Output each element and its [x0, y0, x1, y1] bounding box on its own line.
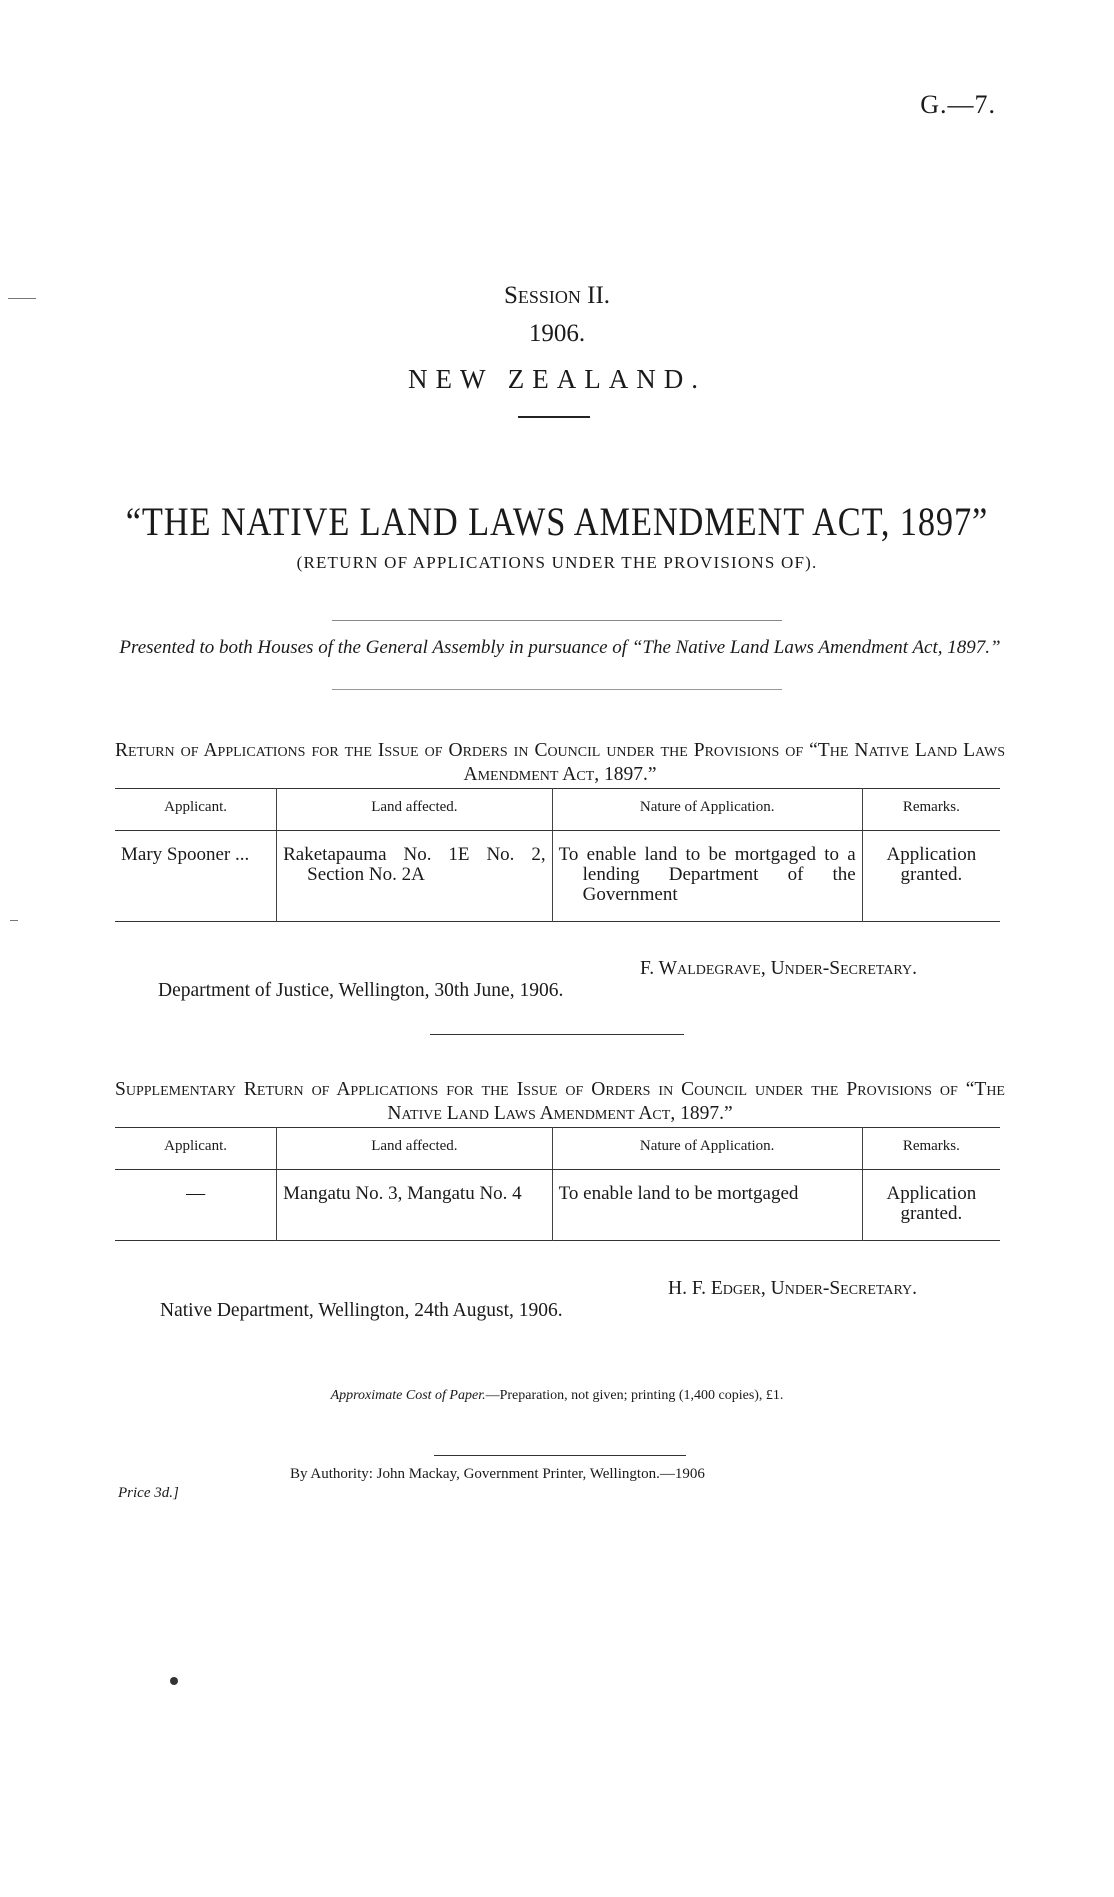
supplementary-caption: Supplementary Return of Applications for the Issue of Orders in Council under the Provisions of “The Native Land Laws Amendment Act, 1897.”: [115, 1079, 1005, 1124]
scan-mark: [170, 1677, 178, 1685]
cell-remarks: Application granted.: [862, 831, 1000, 922]
session-label: Session II.: [503, 282, 611, 309]
presented-rule-bottom: [332, 689, 782, 690]
cell-land-text: Mangatu No. 3, Mangatu No. 4: [283, 1183, 522, 1204]
col-land-header: Land affected.: [277, 1128, 553, 1170]
col-nature-header: Nature of Application.: [552, 789, 862, 831]
cell-land: [277, 1170, 553, 1241]
session-year: 1906.: [528, 320, 586, 347]
cost-label: Approximate Cost of Paper.: [330, 1388, 486, 1403]
scan-mark: [8, 298, 36, 299]
department-justice: Department of Justice, Wellington, 30th June, 1906.: [158, 980, 564, 1001]
table-header-row: [115, 789, 1000, 831]
cost-text: —Preparation, not given; printing (1,400 copies), £1.: [485, 1388, 784, 1403]
table-row: [115, 831, 1000, 922]
act-subtitle: (RETURN OF APPLICATIONS UNDER THE PROVISIONS OF).: [296, 553, 818, 572]
supplementary-table: [115, 1127, 1000, 1241]
table-row: [115, 1170, 1000, 1241]
presented-rule-top: [332, 620, 782, 621]
return-table: [115, 788, 1000, 922]
cell-land-text: Raketapauma No. 1E No. 2, Section No. 2A: [283, 844, 546, 885]
printer-authority: By Authority: John Mackay, Government Printer, Wellington.—1906: [290, 1466, 705, 1482]
cell-land: [277, 831, 553, 922]
cell-nature: [552, 831, 862, 922]
col-applicant-header: Applicant.: [115, 1128, 277, 1170]
price-note: Price 3d.]: [118, 1485, 179, 1501]
cell-applicant: Mary Spooner ...: [121, 844, 250, 865]
col-applicant-header: Applicant.: [115, 789, 277, 831]
cell-remarks: Application granted.: [862, 1170, 1000, 1241]
col-remarks-header: Remarks.: [862, 1128, 1000, 1170]
department-native: Native Department, Wellington, 24th August, 1906.: [160, 1300, 563, 1321]
scan-mark: [10, 920, 18, 921]
title-divider: [518, 416, 590, 418]
document-reference: G.—7.: [920, 90, 996, 119]
signature-edger: H. F. Edger, Under-Secretary.: [668, 1278, 918, 1299]
cell-applicant: —: [186, 1183, 206, 1204]
cell-nature-text: To enable land to be mortgaged to a lending Department of the Government: [558, 844, 856, 905]
cell-nature: [552, 1170, 862, 1241]
col-remarks-header: Remarks.: [862, 789, 1000, 831]
country-heading: NEW ZEALAND.: [408, 364, 706, 394]
presented-statement: Presented to both Houses of the General Assembly in pursuance of “The Native Land Laws Amendment Act, 1897.”: [119, 637, 1001, 658]
return-caption: Return of Applications for the Issue of Orders in Council under the Provisions of “The Native Land Laws Amendment Act, 1897.”: [115, 740, 1005, 785]
col-land-header: Land affected.: [277, 789, 553, 831]
col-nature-header: Nature of Application.: [552, 1128, 862, 1170]
signature-waldegrave: F. Waldegrave, Under-Secretary.: [640, 958, 917, 979]
section-divider: [430, 1034, 684, 1035]
authority-rule: [434, 1455, 686, 1456]
table-header-row: [115, 1128, 1000, 1170]
cost-of-paper: [0, 1388, 1114, 1404]
act-title: “THE NATIVE LAND LAWS AMENDMENT ACT, 1897”: [125, 499, 989, 544]
cell-nature-text: To enable land to be mortgaged: [558, 1183, 799, 1204]
